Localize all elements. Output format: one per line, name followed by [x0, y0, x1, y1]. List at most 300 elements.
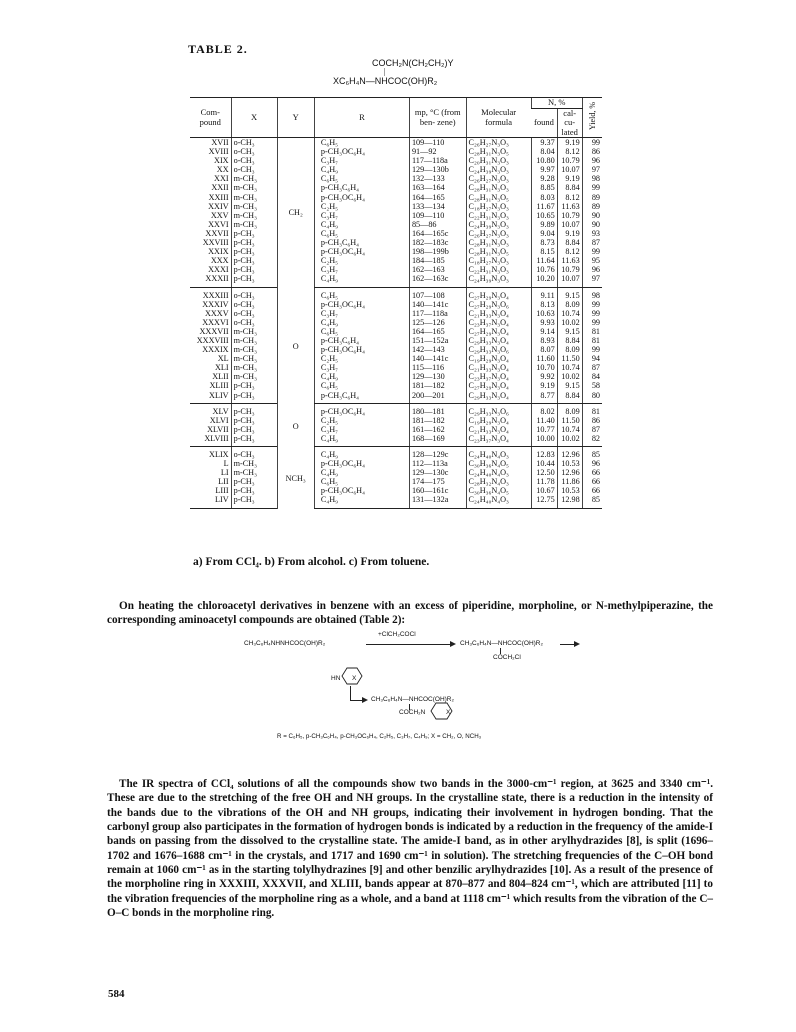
- n-calc-cell: 10.53: [557, 486, 582, 495]
- yield-cell: 97: [582, 165, 602, 174]
- n-calc-cell: 8.12: [557, 247, 582, 256]
- scheme-arrow-1: [366, 644, 450, 645]
- mp-cell: 112—113a: [409, 459, 466, 468]
- n-found-cell: 8.04: [531, 147, 557, 156]
- table-row: [190, 363, 602, 372]
- x-cell: p-CH₃: [231, 265, 277, 274]
- table-row: [190, 468, 602, 477]
- formula-cell: C₂₄H₃₉N₃O₃: [466, 165, 531, 174]
- yield-cell: 95: [582, 256, 602, 265]
- r-cell: C₄H₉: [314, 318, 409, 327]
- table-row: [190, 434, 602, 447]
- n-calc-cell: 11.50: [557, 416, 582, 425]
- mp-cell: 181—182: [409, 381, 466, 390]
- compound-cell: XLI: [214, 363, 229, 373]
- mp-cell: 115—116: [409, 363, 466, 372]
- n-found-cell: 9.11: [531, 287, 557, 300]
- x-cell: m-CH₃: [231, 459, 277, 468]
- n-found-cell: 9.28: [531, 174, 557, 183]
- compound-cell: XXVII: [205, 228, 229, 238]
- mp-cell: 140—141c: [409, 300, 466, 309]
- r-cell: C₆H₅: [314, 174, 409, 183]
- yield-cell: 99: [582, 300, 602, 309]
- yield-cell: 84: [582, 372, 602, 381]
- formula-cell: C₂₁H₃₃N₃O₄: [466, 363, 531, 372]
- n-calc-cell: 10.02: [557, 372, 582, 381]
- mp-cell: 91—92: [409, 147, 466, 156]
- table-row: [190, 403, 602, 416]
- x-cell: m-CH₃: [231, 220, 277, 229]
- formula-cell: C₂₃H₃₇N₃O₄: [466, 372, 531, 381]
- n-found-cell: 8.07: [531, 345, 557, 354]
- x-cell: o-CH₃: [231, 300, 277, 309]
- scheme-intermediate-sub: COCH₂Cl: [493, 654, 521, 661]
- compound-cell: XX: [216, 165, 229, 175]
- compound-cell: XXI: [214, 174, 229, 184]
- r-cell: C₆H₅: [314, 477, 409, 486]
- compound-cell: XXIII: [208, 192, 229, 202]
- page-number: 584: [108, 988, 125, 1000]
- compound-cell: LI: [220, 468, 229, 478]
- compound-cell: XXV: [210, 210, 229, 220]
- formula-cell: C₂₈H₃₁N₃O₅: [466, 247, 531, 256]
- table-row: [190, 229, 602, 238]
- compound-cell: XXVIII: [202, 238, 229, 248]
- mp-cell: 125—126: [409, 318, 466, 327]
- scheme-product: CH₃C₆H₄N—NHCOC(OH)R₂: [371, 696, 455, 703]
- n-calc-cell: 10.79: [557, 156, 582, 165]
- header-mp: mp, °C (from ben- zene): [409, 98, 466, 138]
- n-calc-cell: 11.86: [557, 477, 582, 486]
- x-cell: p-CH₃: [231, 238, 277, 247]
- scheme-amine: HN: [331, 675, 341, 682]
- yield-cell: 80: [582, 391, 602, 404]
- yield-cell: 85: [582, 447, 602, 460]
- header-yield: [582, 98, 602, 138]
- r-cell: C₃H₇: [314, 265, 409, 274]
- x-cell: m-CH₃: [231, 211, 277, 220]
- formula-cell: C₂₈H₃₁N₃O₃: [466, 238, 531, 247]
- y-cell: O: [277, 403, 314, 446]
- yield-cell: 89: [582, 193, 602, 202]
- yield-cell: 66: [582, 477, 602, 486]
- r-cell: C₂H₅: [314, 354, 409, 363]
- compound-cell: XVII: [211, 138, 229, 147]
- r-cell: C₆H₅: [314, 287, 409, 300]
- n-found-cell: 11.60: [531, 354, 557, 363]
- formula-cell: C₂₃H₃₇N₃O₄: [466, 434, 531, 447]
- compound-cell: LIV: [190, 495, 231, 508]
- table-row: [190, 138, 602, 148]
- mp-cell: 181—182: [409, 416, 466, 425]
- n-calc-cell: 12.98: [557, 495, 582, 508]
- table-row: [190, 274, 602, 287]
- table-row: [190, 238, 602, 247]
- n-found-cell: 11.78: [531, 477, 557, 486]
- formula-cell: C₂₇H₂₉N₃O₄: [466, 287, 531, 300]
- n-found-cell: 8.15: [531, 247, 557, 256]
- x-cell: p-CH₃: [231, 247, 277, 256]
- mp-cell: 180—181: [409, 403, 466, 416]
- table-row: [190, 211, 602, 220]
- table-row: [190, 309, 602, 318]
- formula-cell: C₂₀H₃₁N₃O₃: [466, 156, 531, 165]
- scheme-reactant: CH₃C₆H₄NHNHCOC(OH)R₂: [244, 640, 326, 647]
- general-formula-bond: |: [384, 67, 386, 76]
- formula-cell: C₂₁H₃₃N₃O₄: [466, 425, 531, 434]
- yield-cell: 87: [582, 238, 602, 247]
- n-found-cell: 9.14: [531, 327, 557, 336]
- scheme-arrow-2: [560, 644, 574, 645]
- n-calc-cell: 8.84: [557, 391, 582, 404]
- yield-cell: 99: [582, 138, 602, 148]
- mp-cell: 129—130c: [409, 468, 466, 477]
- n-calc-cell: 10.53: [557, 459, 582, 468]
- compound-cell: XLIV: [190, 391, 231, 404]
- compound-cell: XXX: [210, 256, 229, 266]
- formula-cell: C₃₀H₃₆N₄O₅: [466, 459, 531, 468]
- yield-cell: 86: [582, 147, 602, 156]
- n-found-cell: 8.77: [531, 391, 557, 404]
- scheme-arrow-3: [350, 700, 362, 701]
- n-found-cell: 8.03: [531, 193, 557, 202]
- table-row: [190, 354, 602, 363]
- compound-cell: XXXVI: [202, 317, 229, 327]
- x-cell: m-CH₃: [231, 327, 277, 336]
- mp-cell: 162—163: [409, 265, 466, 274]
- mp-cell: 200—201: [409, 391, 466, 404]
- table-row: [190, 486, 602, 495]
- r-cell: C₆H₅: [314, 381, 409, 390]
- x-cell: p-CH₃: [231, 425, 277, 434]
- n-calc-cell: 8.09: [557, 345, 582, 354]
- scheme-arrowhead-3: [362, 697, 368, 703]
- x-cell: m-CH₃: [231, 174, 277, 183]
- table-row: [190, 193, 602, 202]
- x-cell: p-CH₃: [231, 416, 277, 425]
- mp-cell: 85—86: [409, 220, 466, 229]
- x-cell: p-CH₃: [231, 434, 277, 447]
- n-found-cell: 10.80: [531, 156, 557, 165]
- header-x: X: [231, 98, 277, 138]
- yield-cell: 87: [582, 363, 602, 372]
- table-row: [190, 372, 602, 381]
- mp-cell: 164—165c: [409, 229, 466, 238]
- r-cell: C₄H₉: [314, 495, 409, 508]
- header-formula: Molecular formula: [466, 98, 531, 138]
- x-cell: o-CH₃: [231, 447, 277, 460]
- n-calc-cell: 10.07: [557, 220, 582, 229]
- formula-cell: C₂₈H₃₁N₃O₅: [466, 193, 531, 202]
- formula-cell: C₁₈H₂₇N₃O₃: [466, 256, 531, 265]
- table-row: [190, 425, 602, 434]
- header-n-percent: N, %: [531, 98, 582, 109]
- formula-cell: C₂₃H₃₇N₃O₄: [466, 318, 531, 327]
- n-found-cell: 10.63: [531, 309, 557, 318]
- n-found-cell: 9.89: [531, 220, 557, 229]
- yield-cell: 66: [582, 486, 602, 495]
- formula-cell: C₁₉H₂₉N₃O₄: [466, 354, 531, 363]
- x-cell: o-CH₃: [231, 147, 277, 156]
- y-cell: O: [277, 287, 314, 403]
- r-cell: p-CH₃OC₆H₄: [314, 486, 409, 495]
- mp-cell: 161—162: [409, 425, 466, 434]
- compound-cell: XL: [217, 354, 229, 364]
- r-cell: C₂H₅: [314, 202, 409, 211]
- compound-cell: XLVII: [207, 424, 229, 434]
- r-cell: C₄H₉: [314, 434, 409, 447]
- n-found-cell: 12.83: [531, 447, 557, 460]
- x-cell: p-CH₃: [231, 229, 277, 238]
- formula-cell: C₂₇H₂₉N₃O₄: [466, 327, 531, 336]
- r-cell: p-CH₃C₆H₄: [314, 391, 409, 404]
- n-found-cell: 10.00: [531, 434, 557, 447]
- n-found-cell: 10.65: [531, 211, 557, 220]
- compound-cell: XLV: [212, 406, 229, 416]
- x-cell: m-CH₃: [231, 336, 277, 345]
- n-calc-cell: 8.09: [557, 300, 582, 309]
- scheme-legend: R = C₆H₅, p-CH₃C₆H₄, p-CH₃OC₆H₄, C₂H₅, C₃H₇, C₄H₉; X = CH₂, O, NCH₃: [277, 733, 482, 740]
- compound-cell: L: [223, 459, 229, 469]
- n-calc-cell: 8.84: [557, 183, 582, 192]
- n-found-cell: 8.02: [531, 403, 557, 416]
- r-cell: C₄H₉: [314, 447, 409, 460]
- r-cell: C₄H₉: [314, 372, 409, 381]
- formula-cell: C₂₄H₄₀N₄O₃: [466, 447, 531, 460]
- n-found-cell: 8.85: [531, 183, 557, 192]
- mp-cell: 142—143: [409, 345, 466, 354]
- formula-cell: C₂₉H₃₃N₃O₆: [466, 403, 531, 416]
- n-calc-cell: 9.19: [557, 138, 582, 148]
- r-cell: C₃H₇: [314, 156, 409, 165]
- scheme-amine-x: X: [352, 675, 357, 682]
- yield-cell: 96: [582, 265, 602, 274]
- r-cell: C₆H₅: [314, 138, 409, 148]
- r-cell: p-CH₃OC₆H₄: [314, 345, 409, 354]
- paragraph-ir-spectra: The IR spectra of CCl₄ solutions of all the compounds show two bands in the 3000-cm⁻¹ region, at 3625 and 3340 cm⁻¹. These are due to the stretching of the free OH and NH groups. In the crystalline state, there is a reduction in the intensity of the bands due to the vibrations of the OH and NH groups, indicating their involvement in hydrogen bonding. That the carbonyl group also participates in the formation of hydrogen bonds is indicated by a reduction in the frequency of the amide-I bands on passing from the dissolved to the crystalline state. The amide-I band, as in other arylhydrazides [8], is split (1696–1702 and 1676–1688 cm⁻¹ in the crystals, and 1717 and 1690 cm⁻¹ in solution). The stretching frequencies of the C–OH bond remain at 1060 cm⁻¹ as in the starting tolylhydrazines [9] and other benzilic arylhydrazides [10]. As a result of the presence of the morpholine ring in XXXIII, XXXVII, and XLIII, bands appear at 870–877 and 804–824 cm⁻¹, which are attributed [11] to the vibration frequencies of the morpholine ring as a whole, and a band at 1118 cm⁻¹ which results from the vibration of the C–O–C bonds in the morpholine ring.: [107, 778, 713, 919]
- x-cell: m-CH₃: [231, 372, 277, 381]
- mp-cell: 174—175: [409, 477, 466, 486]
- compound-cell: LII: [218, 477, 229, 487]
- table-row: [190, 220, 602, 229]
- general-formula-bottom: XC₆H₄N—NHCOC(OH)R₂: [333, 76, 438, 86]
- yield-cell: 98: [582, 287, 602, 300]
- table-row: [190, 318, 602, 327]
- r-cell: C₃H₇: [314, 425, 409, 434]
- x-cell: o-CH₃: [231, 165, 277, 174]
- x-cell: p-CH₃: [231, 477, 277, 486]
- heterocycle-ring-icon: [429, 701, 455, 721]
- mp-cell: 164—165: [409, 193, 466, 202]
- mp-cell: 184—185: [409, 256, 466, 265]
- r-cell: C₄H₉: [314, 220, 409, 229]
- formula-cell: C₂₉H₃₃N₃O₄: [466, 336, 531, 345]
- scheme-product-x: X: [446, 709, 451, 716]
- yield-cell: 81: [582, 327, 602, 336]
- mp-cell: 109—110: [409, 138, 466, 148]
- yield-cell: 58: [582, 381, 602, 390]
- formula-cell: C₂₈H₃₁N₃O₃: [466, 183, 531, 192]
- compound-cell: XXXIV: [202, 299, 229, 309]
- r-cell: p-CH₃OC₆H₄: [314, 147, 409, 156]
- x-cell: p-CH₃: [231, 381, 277, 390]
- n-found-cell: 12.75: [531, 495, 557, 508]
- mp-cell: 163—164: [409, 183, 466, 192]
- yield-cell: 90: [582, 220, 602, 229]
- table-row: [190, 336, 602, 345]
- formula-cell: C₁₉H₂₉N₃O₄: [466, 416, 531, 425]
- n-found-cell: 8.13: [531, 300, 557, 309]
- x-cell: p-CH₃: [231, 274, 277, 287]
- table-row: [190, 265, 602, 274]
- n-found-cell: 12.50: [531, 468, 557, 477]
- compound-cell: XXXVIII: [196, 335, 229, 345]
- mp-cell: 107—108: [409, 287, 466, 300]
- mp-cell: 140—141c: [409, 354, 466, 363]
- yield-cell: 98: [582, 174, 602, 183]
- table-row: [190, 165, 602, 174]
- mp-cell: 133—134: [409, 202, 466, 211]
- x-cell: p-CH₃: [231, 391, 277, 404]
- header-calc: cal- cu- lated: [557, 108, 582, 138]
- compound-cell: XIX: [214, 156, 229, 166]
- formula-cell: C₂₁H₃₃N₃O₄: [466, 309, 531, 318]
- n-found-cell: 9.97: [531, 165, 557, 174]
- n-calc-cell: 9.19: [557, 229, 582, 238]
- x-cell: m-CH₃: [231, 345, 277, 354]
- header-yield-label: Yield, %: [587, 102, 597, 131]
- x-cell: m-CH₃: [231, 468, 277, 477]
- yield-cell: 96: [582, 459, 602, 468]
- mp-cell: 117—118a: [409, 156, 466, 165]
- scheme-product-sub: COCH₂N: [399, 709, 426, 716]
- table-row: [190, 477, 602, 486]
- table-row: [190, 183, 602, 192]
- r-cell: C₂H₅: [314, 256, 409, 265]
- n-calc-cell: 8.12: [557, 147, 582, 156]
- r-cell: C₄H₉: [314, 274, 409, 287]
- x-cell: o-CH₃: [231, 318, 277, 327]
- compound-cell: XLIX: [209, 450, 229, 459]
- x-cell: p-CH₃: [231, 486, 277, 495]
- r-cell: C₂H₅: [314, 416, 409, 425]
- yield-cell: 96: [582, 156, 602, 165]
- n-calc-cell: 8.84: [557, 238, 582, 247]
- table-row: [190, 300, 602, 309]
- n-calc-cell: 12.96: [557, 447, 582, 460]
- table-row: [190, 459, 602, 468]
- n-calc-cell: 10.74: [557, 363, 582, 372]
- r-cell: p-CH₃C₆H₄: [314, 238, 409, 247]
- n-found-cell: 11.40: [531, 416, 557, 425]
- n-calc-cell: 11.50: [557, 354, 582, 363]
- r-cell: C₃H₇: [314, 211, 409, 220]
- compound-cell: XXXII: [190, 274, 231, 287]
- scheme-arrowhead-1: [450, 641, 456, 647]
- header-r: R: [314, 98, 409, 138]
- n-calc-cell: 11.63: [557, 202, 582, 211]
- x-cell: p-CH₃: [231, 256, 277, 265]
- table-row: [190, 345, 602, 354]
- compound-cell: XLIII: [209, 381, 229, 391]
- n-calc-cell: 8.84: [557, 336, 582, 345]
- r-cell: p-CH₃OC₆H₄: [314, 247, 409, 256]
- n-calc-cell: 10.79: [557, 211, 582, 220]
- n-found-cell: 10.77: [531, 425, 557, 434]
- yield-cell: 99: [582, 247, 602, 256]
- yield-cell: 99: [582, 345, 602, 354]
- scheme-arrowhead-2: [574, 641, 580, 647]
- header-found: found: [531, 108, 557, 138]
- table-body: [190, 138, 602, 509]
- n-found-cell: 10.76: [531, 265, 557, 274]
- formula-cell: C₃₀H₃₆N₄O₅: [466, 486, 531, 495]
- n-found-cell: 9.04: [531, 229, 557, 238]
- mp-cell: 151—152a: [409, 336, 466, 345]
- yield-cell: 86: [582, 416, 602, 425]
- yield-cell: 93: [582, 229, 602, 238]
- n-found-cell: 10.44: [531, 459, 557, 468]
- r-cell: p-CH₃OC₆H₄: [314, 193, 409, 202]
- formula-cell: C₂₇H₂₉N₃O₆: [466, 300, 531, 309]
- n-calc-cell: 9.15: [557, 327, 582, 336]
- x-cell: m-CH₃: [231, 183, 277, 192]
- n-calc-cell: 9.19: [557, 174, 582, 183]
- formula-cell: C₂₉H₃₃N₃O₄: [466, 391, 531, 404]
- yield-cell: 89: [582, 202, 602, 211]
- general-formula-top: COCH₂N(CH₂CH₂)Y: [372, 58, 454, 68]
- compound-cell: XXIV: [208, 201, 229, 211]
- compound-cell: XXXIII: [202, 290, 229, 300]
- compound-cell: XXVI: [208, 219, 229, 229]
- r-cell: p-CH₃OC₆H₄: [314, 459, 409, 468]
- table-row: [190, 416, 602, 425]
- n-calc-cell: 9.15: [557, 287, 582, 300]
- yield-cell: 90: [582, 211, 602, 220]
- x-cell: o-CH₃: [231, 156, 277, 165]
- compound-cell: XVIII: [208, 147, 229, 157]
- scheme-reagent: +ClCH₂COCl: [378, 631, 416, 638]
- x-cell: m-CH₃: [231, 193, 277, 202]
- formula-cell: C₂₂H₃₁N₃O₃: [466, 265, 531, 274]
- formula-cell: C₂₆H₂₇N₃O₃: [466, 174, 531, 183]
- mp-cell: 164—165: [409, 327, 466, 336]
- x-cell: o-CH₃: [231, 138, 277, 148]
- formula-cell: C₂₈H₃₂N₄O₃: [466, 477, 531, 486]
- yield-cell: 81: [582, 336, 602, 345]
- mp-cell: 168—169: [409, 434, 466, 447]
- yield-cell: 82: [582, 434, 602, 447]
- formula-cell: C₂₆H₂₇N₃O₃: [466, 138, 531, 148]
- r-cell: C₃H₇: [314, 363, 409, 372]
- n-found-cell: 9.92: [531, 372, 557, 381]
- header-y: Y: [277, 98, 314, 138]
- table-row: [190, 256, 602, 265]
- n-found-cell: 10.67: [531, 486, 557, 495]
- yield-cell: 99: [582, 183, 602, 192]
- scheme-intermediate: CH₃C₆H₄N—NHCOC(OH)R₂: [460, 640, 544, 647]
- table-row: [190, 495, 602, 508]
- yield-cell: 85: [582, 495, 602, 508]
- r-cell: p-CH₃C₆H₄: [314, 183, 409, 192]
- compound-cell: XLVIII: [190, 434, 231, 447]
- compound-cell: XXXVII: [199, 326, 229, 336]
- mp-cell: 129—130: [409, 372, 466, 381]
- x-cell: o-CH₃: [231, 309, 277, 318]
- header-compound: Com- pound: [190, 98, 231, 138]
- yield-cell: 94: [582, 354, 602, 363]
- r-cell: p-CH₃OC₆H₄: [314, 300, 409, 309]
